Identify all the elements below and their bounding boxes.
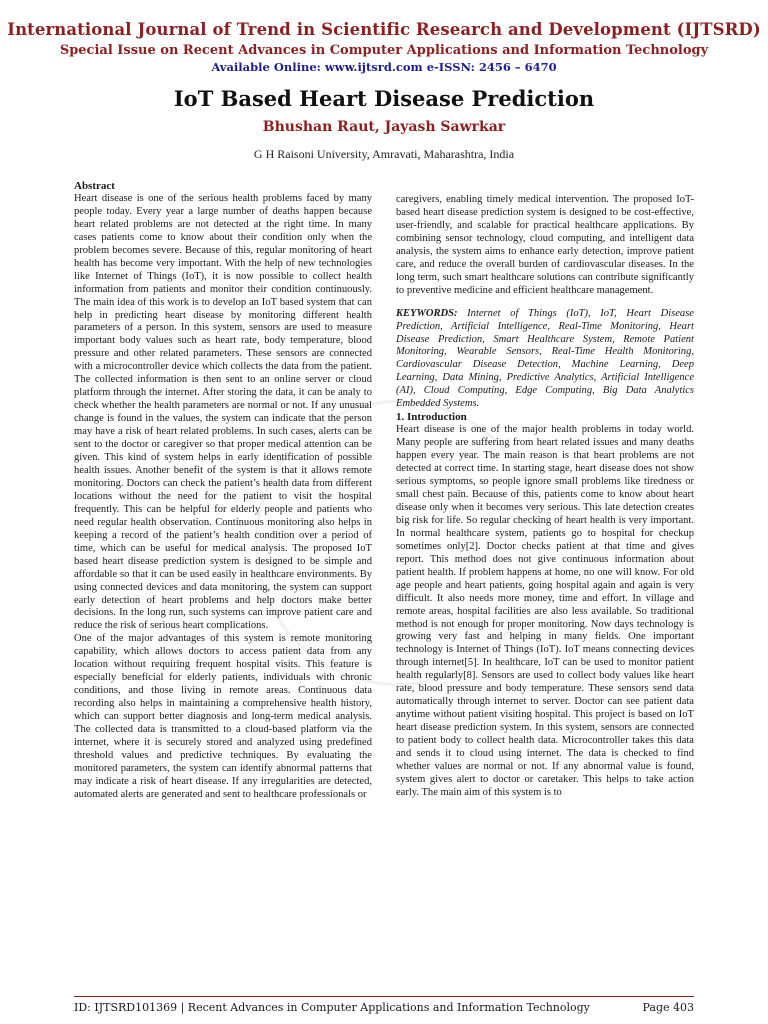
paper-authors: Bhushan Raut, Jayash Sawrkar (262, 119, 506, 135)
keywords-block (396, 308, 694, 412)
page-number: Page 403 (642, 1001, 694, 1014)
introduction-paragraph: Heart disease is one of the major health problems in today world. Many people are suffering from heart related issues and many deaths happen every year. The main reason is that heart problems are not detected at correct time. In starting stage, heart disease does not show serious symptoms, so people ignore small problems like tiredness or small chest pain. Because of this, patients come to know about heart disease only when it becomes very serious. This late detection creates big risk for life. So regular checking of heart health is very important. In normal healthcare system, patients go to hospital for checkup sometimes only[2]. Doctor checks patient at that time and gives report. This method does not give continuous information about patient health. If problem happens at home, no one will know. For old age people and heart patients, going hospital again and again is very difficult. It also needs more money, time and effort. In village and remote areas, hospital facilities are also less available. So traditional method is not enough for proper monitoring. Now days technology is growing very fast and helping in many fields. One important technology is Internet of Things (IoT). IoT means connecting devices through internet[5]. In healthcare, IoT can be used to monitor patient health regularly[8]. Sensors are used to collect body values like heart rate, blood pressure and body temperature. These sensors send data automatically through internet to server. Doctor can see patient data anytime without patient visiting hospital. This project is based on IoT heart disease prediction system. In this system, sensors are connected to patient body to collect health data. Microcontroller takes this data and sends it to cloud using internet. The data is checked to find whether values are normal or not. If any abnormal value is found, system gives alert to doctor or caretaker. This helps to take action early. The main aim of this system is to (396, 424, 694, 798)
abstract-continuation: caregivers, enabling timely medical intervention. The proposed IoT-based heart disease prediction system is designed to be cost-effective, user-friendly, and scalable for practical healthcare applications. By combining sensor technology, cloud computing, and intelligent data analysis, the system aims to enhance early detection, improve patient care, and reduce the overall burden of cardiovascular diseases. In the long term, such smart healthcare solutions can contribute significantly to preventive medicine and efficient healthcare management. (396, 194, 694, 296)
abstract-paragraph-2: One of the major advantages of this system is remote monitoring capability, which allows doctors to access patient data from any location without requiring frequent hospital visits. This feature is especially beneficial for elderly patients, individuals with chronic conditions, and those living in remote areas. Continuous data recording also helps in maintaining a comprehensive health history, which can support better diagnosis and long-term medical analysis. The collected data is transmitted to a cloud-based platform via the internet, where it is securely stored and analyzed using predefined threshold values and predictive techniques. By evaluating the monitored parameters, the system can identify abnormal patterns that may indicate a risk of heart disease. If any irregularities are detected, automated alerts are generated and sent to healthcare professionals or (74, 633, 372, 800)
introduction-heading: 1. Introduction (396, 411, 467, 424)
keywords-label: KEYWORDS: (396, 307, 458, 319)
availability-line: Available Online: www.ijtsrd.com e-ISSN: 2456 – 6470 (211, 60, 557, 74)
right-column (396, 194, 694, 800)
journal-masthead (0, 20, 768, 74)
footer-id: ID: IJTSRD101369 | Recent Advances in Computer Applications and Information Technology (74, 1001, 590, 1014)
footer-divider (74, 996, 694, 997)
special-issue-line: Special Issue on Recent Advances in Computer Applications and Information Technology (59, 43, 709, 58)
paper-affiliation: G H Raisoni University, Amravati, Maharashtra, India (253, 147, 515, 161)
abstract-paragraph-1: Heart disease is one of the serious health problems faced by many people today. Every year a large number of deaths happen because heart related problems are not detected at the right time. In many cases patients come to know about their condition only when the problem becomes severe. Because of this, regular monitoring of heart health has become very important. With the help of new technologies like Internet of Things (IoT), it is now possible to collect health information from patients and monitor their condition continuously. The main idea of this work is to develop an IoT based system that can help in predicting heart disease by monitoring different health parameters of a person. In this system, sensors are used to measure important body values such as heart rate, body temperature, blood pressure and other related parameters. These sensors are connected with a microcontroller device which collects the data from the patient. The collected information is then sent to an online server or cloud platform through the internet. After storing the data, it can be analy to check whether the health parameters are normal or not. If any unusual change is found in the values, the system can indicate that the person may have a risk of heart related problems. In such cases, alerts can be sent to the doctor or caregiver so that proper medical attention can be given. This kind of system helps in early identification of possible health issues. Another benefit of the system is that it allows remote monitoring. Doctors can check the patient’s health data from different locations without the need for the patient to visit the hospital frequently. This can be helpful for elderly people and patients who need regular health observation. Continuous monitoring also helps in keeping a record of the patient’s health condition over a period of time, which can be useful for medical analysis. The proposed IoT based heart disease prediction system is designed to be simple and affordable so that it can be used easily in healthcare environments. By using connected devices and data monitoring, the system can support early detection of heart problems and help doctors make better decisions. In the long run, such systems can improve patient care and reduce the risk of serious heart complications. (74, 192, 372, 632)
journal-title: International Journal of Trend in Scientific Research and Development (IJTSRD) (7, 20, 761, 39)
paper-title: IoT Based Heart Disease Prediction (173, 86, 595, 111)
left-column (74, 180, 372, 802)
keywords-list: Internet of Things (IoT), IoT, Heart Disease Prediction, Artificial Intelligence, Real-Time Monitoring, Heart Disease Prediction, Smart Healthcare System, Remote Patient Monitoring, Wearable Sensors, Real-Time Health Monitoring, Cardiovascular Disease Detection, Machine Learning, Deep Learning, Data Mining, Predictive Analytics, Artificial Intelligence (AI), Cloud Computing, Edge Computing, Big Data Analytics Embedded Systems. (396, 307, 694, 410)
abstract-heading: Abstract (74, 180, 115, 192)
